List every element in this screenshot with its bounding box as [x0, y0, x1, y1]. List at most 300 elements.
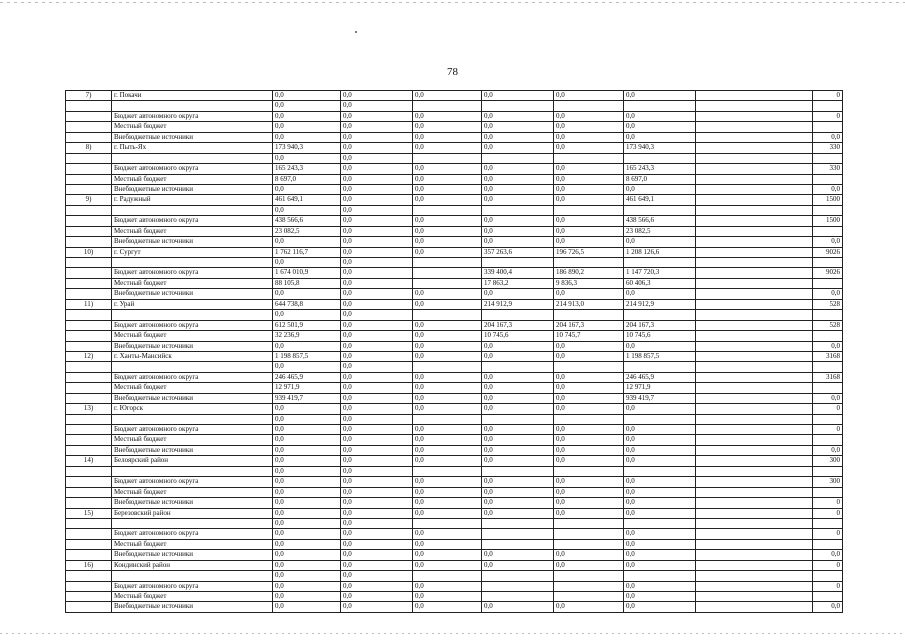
row-label-cell	[112, 205, 273, 215]
units-cell: 9026	[813, 247, 843, 257]
total-cell: 0,0	[273, 592, 341, 602]
year-cell-5: 0,0	[624, 529, 696, 539]
blank-cell	[696, 445, 813, 455]
year-cell-4	[554, 466, 624, 476]
row-number-cell	[66, 571, 112, 581]
year-cell-1: 0,0	[341, 477, 413, 487]
year-cell-4: 0,0	[554, 237, 624, 247]
year-cell-1: 0,0	[341, 425, 413, 435]
blank-cell	[696, 581, 813, 591]
year-cell-1: 0,0	[341, 164, 413, 174]
row-label-cell: Бюджет автономного округа	[112, 581, 273, 591]
year-cell-1: 0,0	[341, 341, 413, 351]
year-cell-5: 0,0	[624, 592, 696, 602]
year-cell-4	[554, 518, 624, 528]
year-cell-4: 0,0	[554, 143, 624, 153]
year-cell-3: 0,0	[482, 226, 554, 236]
row-label-cell: Бюджет автономного округа	[112, 529, 273, 539]
blank-cell	[696, 237, 813, 247]
units-cell	[813, 435, 843, 445]
row-number-cell: 10)	[66, 247, 112, 257]
year-cell-2: 0,0	[413, 508, 482, 518]
table-row	[66, 404, 843, 414]
row-number-cell	[66, 498, 112, 508]
blank-cell	[696, 592, 813, 602]
year-cell-5	[624, 101, 696, 111]
year-cell-5	[624, 153, 696, 163]
year-cell-4: 0,0	[554, 404, 624, 414]
row-label-cell: Внебюджетные источники	[112, 602, 273, 612]
blank-cell	[696, 602, 813, 612]
blank-cell	[696, 383, 813, 393]
year-cell-3	[482, 362, 554, 372]
year-cell-1: 0,0	[341, 195, 413, 205]
units-cell: 0,0	[813, 341, 843, 351]
table-row	[66, 602, 843, 612]
row-label-cell: Внебюджетные источники	[112, 184, 273, 194]
units-cell: 0,0	[813, 602, 843, 612]
year-cell-5: 8 697,0	[624, 174, 696, 184]
row-label-cell: Местный бюджет	[112, 122, 273, 132]
blank-cell	[696, 435, 813, 445]
row-number-cell	[66, 539, 112, 549]
year-cell-2: 0,0	[413, 404, 482, 414]
row-number-cell	[66, 383, 112, 393]
row-label-cell: г. Ханты-Мансийск	[112, 351, 273, 361]
year-cell-4: 0,0	[554, 456, 624, 466]
year-cell-1: 0,0	[341, 518, 413, 528]
units-cell: 0	[813, 111, 843, 121]
year-cell-4: 0,0	[554, 164, 624, 174]
row-number-cell	[66, 153, 112, 163]
units-cell: 330	[813, 143, 843, 153]
row-label-cell: Бюджет автономного округа	[112, 425, 273, 435]
year-cell-4: 9 836,3	[554, 278, 624, 288]
blank-cell	[696, 529, 813, 539]
table-row	[66, 184, 843, 194]
total-cell: 0,0	[273, 571, 341, 581]
blank-cell	[696, 289, 813, 299]
year-cell-1: 0,0	[341, 268, 413, 278]
row-number-cell	[66, 362, 112, 372]
blank-cell	[696, 153, 813, 163]
row-number-cell: 13)	[66, 404, 112, 414]
year-cell-5: 0,0	[624, 184, 696, 194]
year-cell-1: 0,0	[341, 299, 413, 309]
row-number-cell	[66, 425, 112, 435]
units-cell	[813, 539, 843, 549]
table-row	[66, 351, 843, 361]
year-cell-4: 0,0	[554, 435, 624, 445]
year-cell-5: 0,0	[624, 341, 696, 351]
row-number-cell: 14)	[66, 456, 112, 466]
year-cell-4: 0,0	[554, 550, 624, 560]
row-label-cell: Белоярский район	[112, 456, 273, 466]
year-cell-3	[482, 258, 554, 268]
row-number-cell	[66, 414, 112, 424]
table-row	[66, 518, 843, 528]
year-cell-5: 0,0	[624, 508, 696, 518]
table-row	[66, 571, 843, 581]
year-cell-3: 0,0	[482, 111, 554, 121]
row-label-cell: Бюджет автономного округа	[112, 111, 273, 121]
units-cell: 300	[813, 456, 843, 466]
year-cell-3: 0,0	[482, 445, 554, 455]
year-cell-3: 0,0	[482, 393, 554, 403]
blank-cell	[696, 466, 813, 476]
year-cell-4: 0,0	[554, 425, 624, 435]
blank-cell	[696, 268, 813, 278]
table-row	[66, 487, 843, 497]
scan-edge-bottom	[0, 633, 905, 634]
blank-cell	[696, 498, 813, 508]
blank-cell	[696, 195, 813, 205]
table-row	[66, 456, 843, 466]
blank-cell	[696, 164, 813, 174]
year-cell-4: 0,0	[554, 174, 624, 184]
row-label-cell: Местный бюджет	[112, 174, 273, 184]
year-cell-1: 0,0	[341, 143, 413, 153]
row-label-cell: Березовский район	[112, 508, 273, 518]
year-cell-4: 0,0	[554, 184, 624, 194]
year-cell-3: 0,0	[482, 425, 554, 435]
year-cell-5: 0,0	[624, 237, 696, 247]
row-label-cell: Внебюджетные источники	[112, 550, 273, 560]
year-cell-4: 214 913,0	[554, 299, 624, 309]
table-row	[66, 414, 843, 424]
blank-cell	[696, 174, 813, 184]
year-cell-4: 0,0	[554, 560, 624, 570]
year-cell-1: 0,0	[341, 498, 413, 508]
total-cell: 0,0	[273, 237, 341, 247]
year-cell-5	[624, 571, 696, 581]
year-cell-4: 204 167,3	[554, 320, 624, 330]
year-cell-3: 0,0	[482, 91, 554, 101]
year-cell-1: 0,0	[341, 466, 413, 476]
row-label-cell	[112, 362, 273, 372]
total-cell: 88 105,8	[273, 278, 341, 288]
year-cell-3: 0,0	[482, 122, 554, 132]
table-row	[66, 226, 843, 236]
year-cell-5: 0,0	[624, 91, 696, 101]
total-cell: 0,0	[273, 414, 341, 424]
blank-cell	[696, 341, 813, 351]
table-row	[66, 299, 843, 309]
year-cell-3: 0,0	[482, 508, 554, 518]
row-number-cell	[66, 205, 112, 215]
year-cell-4: 0,0	[554, 122, 624, 132]
total-cell: 1 198 857,5	[273, 351, 341, 361]
table-row	[66, 560, 843, 570]
year-cell-2: 0,0	[413, 445, 482, 455]
year-cell-2: 0,0	[413, 383, 482, 393]
year-cell-4: 0,0	[554, 487, 624, 497]
table-row	[66, 268, 843, 278]
year-cell-2: 0,0	[413, 393, 482, 403]
total-cell: 438 566,6	[273, 216, 341, 226]
units-cell: 0	[813, 560, 843, 570]
table-row	[66, 508, 843, 518]
units-cell: 0	[813, 508, 843, 518]
year-cell-2: 0,0	[413, 560, 482, 570]
row-number-cell: 12)	[66, 351, 112, 361]
blank-cell	[696, 508, 813, 518]
row-label-cell	[112, 101, 273, 111]
row-number-cell: 11)	[66, 299, 112, 309]
units-cell: 1500	[813, 195, 843, 205]
blank-cell	[696, 226, 813, 236]
blank-cell	[696, 101, 813, 111]
year-cell-4	[554, 592, 624, 602]
year-cell-2	[413, 362, 482, 372]
year-cell-3	[482, 414, 554, 424]
units-cell	[813, 226, 843, 236]
table-row	[66, 425, 843, 435]
row-label-cell: Местный бюджет	[112, 487, 273, 497]
year-cell-4: 186 890,2	[554, 268, 624, 278]
year-cell-5: 0,0	[624, 560, 696, 570]
total-cell: 0,0	[273, 289, 341, 299]
total-cell: 0,0	[273, 487, 341, 497]
blank-cell	[696, 122, 813, 132]
row-number-cell	[66, 184, 112, 194]
row-number-cell	[66, 435, 112, 445]
blank-cell	[696, 456, 813, 466]
total-cell: 0,0	[273, 445, 341, 455]
table-row	[66, 205, 843, 215]
row-number-cell	[66, 331, 112, 341]
year-cell-2: 0,0	[413, 498, 482, 508]
year-cell-3: 0,0	[482, 383, 554, 393]
year-cell-4	[554, 205, 624, 215]
row-number-cell	[66, 550, 112, 560]
row-label-cell: г. Радужный	[112, 195, 273, 205]
units-cell	[813, 414, 843, 424]
year-cell-3: 0,0	[482, 237, 554, 247]
year-cell-3	[482, 205, 554, 215]
year-cell-2: 0,0	[413, 247, 482, 257]
row-number-cell	[66, 132, 112, 142]
year-cell-5: 0,0	[624, 445, 696, 455]
blank-cell	[696, 393, 813, 403]
units-cell: 0	[813, 529, 843, 539]
year-cell-1: 0,0	[341, 132, 413, 142]
total-cell: 0,0	[273, 184, 341, 194]
year-cell-2	[413, 414, 482, 424]
year-cell-1: 0,0	[341, 487, 413, 497]
units-cell: 0,0	[813, 184, 843, 194]
year-cell-3	[482, 539, 554, 549]
year-cell-1: 0,0	[341, 508, 413, 518]
total-cell: 0,0	[273, 122, 341, 132]
total-cell: 461 649,1	[273, 195, 341, 205]
units-cell: 0,0	[813, 550, 843, 560]
year-cell-4: 0,0	[554, 289, 624, 299]
year-cell-5: 939 419,7	[624, 393, 696, 403]
row-number-cell	[66, 393, 112, 403]
year-cell-1: 0,0	[341, 351, 413, 361]
year-cell-5: 1 198 857,5	[624, 351, 696, 361]
year-cell-3: 0,0	[482, 477, 554, 487]
blank-cell	[696, 205, 813, 215]
units-cell: 0	[813, 91, 843, 101]
row-label-cell: Внебюджетные источники	[112, 445, 273, 455]
blank-cell	[696, 539, 813, 549]
year-cell-5: 0,0	[624, 122, 696, 132]
units-cell: 330	[813, 164, 843, 174]
units-cell	[813, 310, 843, 320]
blank-cell	[696, 278, 813, 288]
blank-cell	[696, 404, 813, 414]
table-row	[66, 195, 843, 205]
year-cell-1: 0,0	[341, 289, 413, 299]
units-cell	[813, 174, 843, 184]
table-row	[66, 91, 843, 101]
year-cell-4: 0,0	[554, 195, 624, 205]
units-cell: 3168	[813, 351, 843, 361]
year-cell-3: 10 745,6	[482, 331, 554, 341]
year-cell-1: 0,0	[341, 404, 413, 414]
year-cell-3: 0,0	[482, 487, 554, 497]
year-cell-2: 0,0	[413, 602, 482, 612]
year-cell-5	[624, 258, 696, 268]
blank-cell	[696, 372, 813, 382]
total-cell: 0,0	[273, 111, 341, 121]
blank-cell	[696, 247, 813, 257]
year-cell-5: 0,0	[624, 602, 696, 612]
row-number-cell: 16)	[66, 560, 112, 570]
row-number-cell	[66, 174, 112, 184]
table-row	[66, 498, 843, 508]
year-cell-3: 0,0	[482, 216, 554, 226]
units-cell	[813, 278, 843, 288]
total-cell: 32 236,9	[273, 331, 341, 341]
scan-edge-top	[0, 2, 905, 3]
units-cell: 0	[813, 581, 843, 591]
units-cell: 1500	[813, 216, 843, 226]
year-cell-5: 12 971,9	[624, 383, 696, 393]
row-number-cell	[66, 310, 112, 320]
row-label-cell: Местный бюджет	[112, 539, 273, 549]
row-label-cell: Кондинский район	[112, 560, 273, 570]
row-number-cell	[66, 226, 112, 236]
year-cell-1: 0,0	[341, 592, 413, 602]
year-cell-3	[482, 571, 554, 581]
row-label-cell: Внебюджетные источники	[112, 237, 273, 247]
total-cell: 0,0	[273, 477, 341, 487]
year-cell-2: 0,0	[413, 529, 482, 539]
year-cell-5: 0,0	[624, 539, 696, 549]
table-row	[66, 445, 843, 455]
row-label-cell: г. Урай	[112, 299, 273, 309]
year-cell-2: 0,0	[413, 143, 482, 153]
table-row	[66, 164, 843, 174]
units-cell: 0,0	[813, 445, 843, 455]
table-row	[66, 289, 843, 299]
units-cell	[813, 592, 843, 602]
table-row	[66, 310, 843, 320]
year-cell-1: 0,0	[341, 581, 413, 591]
year-cell-4	[554, 529, 624, 539]
year-cell-1: 0,0	[341, 184, 413, 194]
year-cell-3	[482, 101, 554, 111]
year-cell-2: 0,0	[413, 372, 482, 382]
total-cell: 1 762 116,7	[273, 247, 341, 257]
blank-cell	[696, 414, 813, 424]
blank-cell	[696, 258, 813, 268]
units-cell: 0	[813, 498, 843, 508]
row-label-cell: Бюджет автономного округа	[112, 164, 273, 174]
year-cell-3: 0,0	[482, 602, 554, 612]
year-cell-3	[482, 581, 554, 591]
year-cell-5: 204 167,3	[624, 320, 696, 330]
table-row	[66, 320, 843, 330]
row-label-cell	[112, 153, 273, 163]
year-cell-1: 0,0	[341, 122, 413, 132]
row-label-cell: Внебюджетные источники	[112, 341, 273, 351]
total-cell: 0,0	[273, 498, 341, 508]
total-cell: 12 971,9	[273, 383, 341, 393]
blank-cell	[696, 331, 813, 341]
year-cell-5	[624, 362, 696, 372]
year-cell-1: 0,0	[341, 602, 413, 612]
total-cell: 0,0	[273, 101, 341, 111]
year-cell-2: 0,0	[413, 226, 482, 236]
year-cell-4	[554, 571, 624, 581]
row-number-cell	[66, 278, 112, 288]
units-cell: 0,0	[813, 132, 843, 142]
total-cell: 173 940,3	[273, 143, 341, 153]
year-cell-2: 0,0	[413, 539, 482, 549]
year-cell-1: 0,0	[341, 529, 413, 539]
row-label-cell: Местный бюджет	[112, 435, 273, 445]
blank-cell	[696, 487, 813, 497]
units-cell: 0,0	[813, 237, 843, 247]
total-cell: 0,0	[273, 132, 341, 142]
year-cell-5: 0,0	[624, 289, 696, 299]
row-label-cell: Внебюджетные источники	[112, 393, 273, 403]
year-cell-3: 0,0	[482, 184, 554, 194]
total-cell: 0,0	[273, 341, 341, 351]
year-cell-2: 0,0	[413, 487, 482, 497]
budget-table	[65, 90, 843, 613]
year-cell-3	[482, 153, 554, 163]
page-number: 78	[447, 66, 458, 78]
year-cell-5: 10 745,6	[624, 331, 696, 341]
year-cell-1: 0,0	[341, 414, 413, 424]
year-cell-2	[413, 518, 482, 528]
year-cell-2: 0,0	[413, 289, 482, 299]
blank-cell	[696, 362, 813, 372]
blank-cell	[696, 91, 813, 101]
year-cell-1: 0,0	[341, 174, 413, 184]
blank-cell	[696, 560, 813, 570]
year-cell-4: 0,0	[554, 445, 624, 455]
year-cell-4	[554, 539, 624, 549]
units-cell: 528	[813, 299, 843, 309]
table-row	[66, 550, 843, 560]
year-cell-1: 0,0	[341, 247, 413, 257]
row-label-cell: Внебюджетные источники	[112, 498, 273, 508]
year-cell-5: 0,0	[624, 435, 696, 445]
units-cell	[813, 101, 843, 111]
table-row	[66, 539, 843, 549]
table-row	[66, 153, 843, 163]
total-cell: 612 501,9	[273, 320, 341, 330]
year-cell-3: 0,0	[482, 372, 554, 382]
year-cell-2: 0,0	[413, 456, 482, 466]
row-label-cell: Бюджет автономного округа	[112, 320, 273, 330]
